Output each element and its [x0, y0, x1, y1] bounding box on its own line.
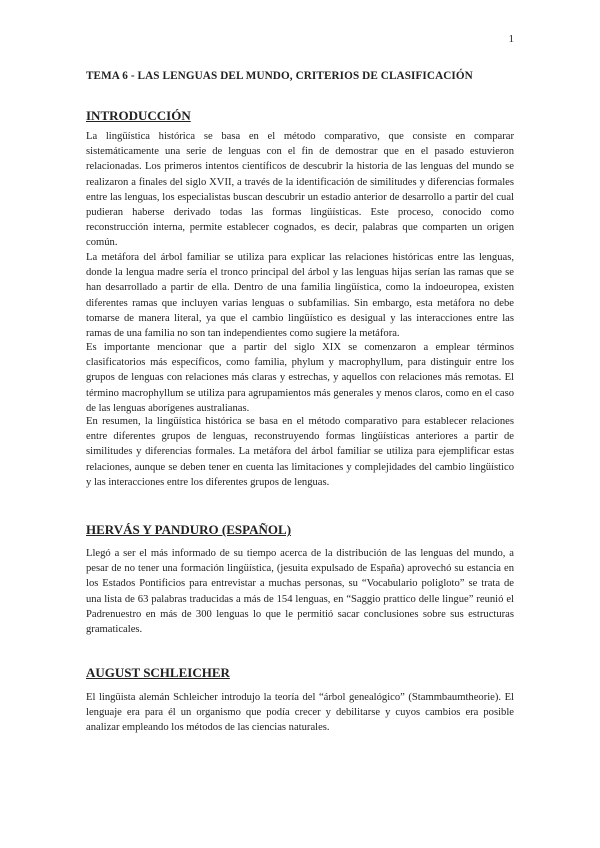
intro-paragraph-3: Es importante mencionar que a partir del siglo XIX se comenzaron a emplear términos clasificatorios más específicos, como familia, phylum y macrophyllum, para distinguir entre los grupos de lenguas con relaciones más claras y estrechas, y aquellos con relaciones más remotas. El término macrophyllum se utiliza para agrupamientos más generales y menos claros, como en el caso de las lenguas aborígenes australianas. [86, 342, 514, 414]
hervas-paragraph: Llegó a ser el más informado de su tiempo acerca de la distribución de las lenguas del mundo, a pesar de no tener una formación lingüística, (jesuita expulsado de España) aprovechó su estancia en los Estados Pontificios para entrevistar a muchas personas, su “Vocabulario poligloto” se trata de una lista de 63 palabras traducidas a más de 154 lenguas, en “Saggio prattico delle lingue” reunió el Padrenuestro en más de 300 lenguas lo que le permitió sacar conclusiones sobre sus estructuras gramaticales. [86, 548, 514, 636]
section-heading-hervas: HERVÁS Y PANDURO (ESPAÑOL) [86, 522, 292, 537]
intro-paragraph-2: La metáfora del árbol familiar se utiliza para explicar las relaciones históricas entre las lenguas, donde la lengua madre sería el tronco principal del árbol y las lenguas hijas serían las ramas que se han desarrollado a partir de ella. Dentro de una familia lingüística, como la indoeuropea, existen diferentes ramas que incluyen varias lenguas o subfamilias. Sin embargo, esta metáfora no debe tomarse de manera literal, ya que el cambio lingüístico es desigual y las interacciones entre las ramas de una familia no son tan independientes como sugiere la metáfora. [86, 252, 514, 340]
section-heading-schleicher: AUGUST SCHLEICHER [86, 665, 230, 680]
intro-paragraph-1: La lingüística histórica se basa en el método comparativo, que consiste en comparar sistemáticamente una serie de lenguas con el fin de demostrar que en el pasado estuvieron relacionadas. Los primeros intentos científicos de descubrir la historia de las lenguas del mundo se realizaron a finales del siglo XVII, a través de la identificación de similitudes y diferencias formales entre las lenguas, los especialistas buscan descubrir un estadio anterior de desarrollo a partir del cual pudieran haberse derivado todas las formas lingüísticas. Este proceso, conocido como reconstrucción interna, permite establecer cognados, es decir, palabras que comparten un origen común. [86, 131, 514, 249]
intro-paragraph-4: En resumen, la lingüística histórica se basa en el método comparativo para establecer relaciones entre diferentes grupos de lenguas, reconstruyendo formas lingüísticas anteriores a partir de similitudes y diferencias formales. La metáfora del árbol familiar se utiliza para ejemplificar estas relaciones, aunque se deben tener en cuenta las limitaciones y complejidades del cambio lingüístico y las interacciones entre los diferentes grupos de lenguas. [86, 416, 514, 488]
page-number: 1 [508, 33, 514, 45]
schleicher-paragraph: El lingüista alemán Schleicher introdujo la teoría del “árbol genealógico” (Stammbaumtheorie). El lenguaje era para él un organismo que podía crecer y debilitarse y cuyos cambios era posible analizar empleando los métodos de las ciencias naturales. [86, 692, 514, 734]
document-title: TEMA 6 - LAS LENGUAS DEL MUNDO, CRITERIOS DE CLASIFICACIÓN [86, 70, 473, 82]
section-heading-introduccion: INTRODUCCIÓN [86, 108, 191, 123]
